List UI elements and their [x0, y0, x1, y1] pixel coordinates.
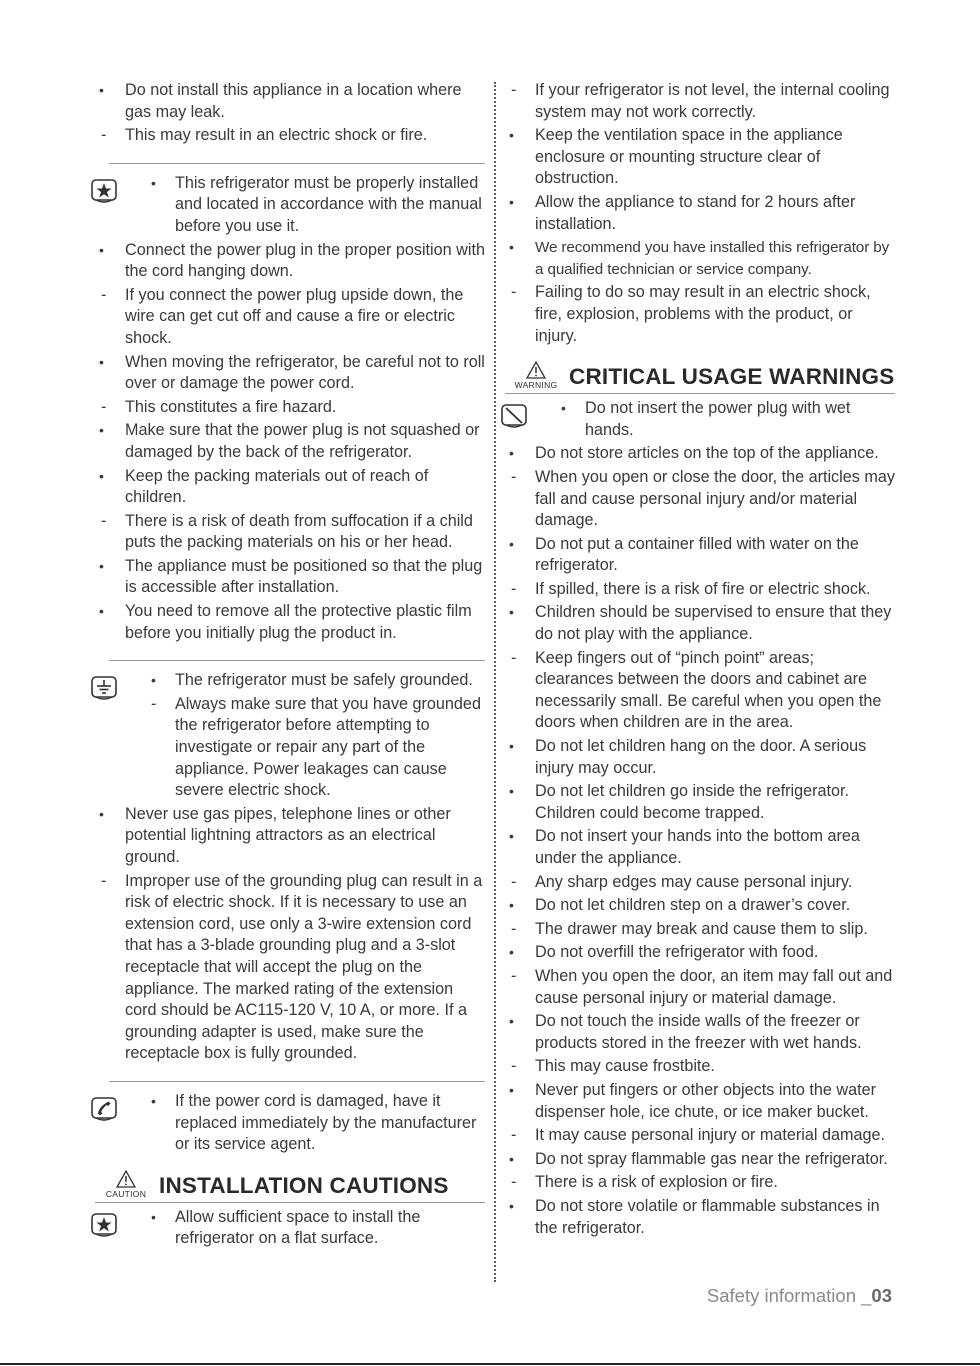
list-item	[505, 282, 895, 347]
dash-mark: -	[101, 285, 107, 304]
bullet-mark: •	[509, 1081, 514, 1098]
list-item	[147, 694, 485, 802]
list-item	[505, 966, 895, 1009]
dash-mark: -	[511, 919, 517, 938]
list-item	[95, 466, 485, 509]
phone-icon	[91, 1097, 117, 1121]
item-text: Any sharp edges may cause personal injury.	[535, 872, 853, 891]
item-text: Do not let children hang on the door. A serious injury may occur.	[535, 737, 867, 777]
list-item	[505, 1011, 895, 1054]
dash-mark: -	[511, 648, 517, 667]
note-wet-hands	[505, 398, 895, 441]
item-text: Do not spray flammable gas near the refrigerator.	[535, 1149, 888, 1168]
list-item	[505, 942, 895, 964]
item-text: Connect the power plug in the proper position with the cord hanging down.	[125, 240, 485, 281]
list-item	[95, 804, 485, 869]
list-item	[95, 511, 485, 554]
list-item	[505, 602, 895, 645]
list-item	[505, 80, 895, 123]
dash-mark: -	[101, 511, 107, 530]
item-text: Make sure that the power plug is not squashed or damaged by the back of the refrigerator.	[125, 421, 480, 461]
list-item	[95, 240, 485, 283]
warning-triangle-icon	[526, 361, 546, 379]
list-item	[505, 648, 895, 734]
list-item	[505, 192, 895, 235]
bullet-mark: •	[99, 353, 104, 370]
star-note-icon	[91, 1213, 117, 1237]
note-text: Do not insert the power plug with wet hands.	[585, 399, 851, 439]
item-text: Always make sure that you have grounded the refrigerator before attempting to investigate or repair any part of the appliance. Power leakages can cause severe electric shock.	[175, 694, 481, 800]
note-properly-installed	[95, 173, 485, 238]
note-grounded	[95, 670, 485, 802]
list-item	[505, 895, 895, 917]
list-item	[95, 397, 485, 419]
note-text: This refrigerator must be properly installed and located in accordance with the manual before you use it.	[175, 173, 482, 235]
item-text: Do not store volatile or flammable substances in the refrigerator.	[535, 1196, 880, 1237]
list-item	[147, 173, 485, 238]
bullet-mark: •	[99, 422, 104, 439]
critical-usage-warnings-heading	[505, 361, 895, 394]
dash-mark: -	[511, 966, 517, 985]
bullet-mark: •	[509, 1013, 514, 1030]
list-item	[147, 670, 485, 692]
item-text: You need to remove all the protective plastic film before you initially plug the product in.	[125, 602, 472, 642]
item-text: If spilled, there is a risk of fire or electric shock.	[535, 579, 871, 598]
right-column	[505, 80, 895, 1241]
right-list-2	[505, 443, 895, 1239]
bullet-mark: •	[509, 239, 514, 256]
divider	[109, 163, 485, 164]
caution-badge	[95, 1170, 157, 1199]
note-text: Allow sufficient space to install the refrigerator on a flat surface.	[175, 1207, 421, 1248]
item-text: When you open the door, an item may fall out and cause personal injury or material damage.	[535, 966, 893, 1007]
item-text: The appliance must be positioned so that the plug is accessible after installation.	[125, 556, 483, 597]
list-item	[557, 398, 895, 441]
note-grounded-list	[147, 670, 485, 802]
item-text: Allow the appliance to stand for 2 hours after installation.	[535, 192, 856, 233]
item-text: The drawer may break and cause them to slip.	[535, 919, 868, 938]
dash-mark: -	[101, 871, 107, 890]
dash-mark: -	[511, 81, 517, 99]
list-item	[505, 1149, 895, 1171]
list-item	[95, 601, 485, 644]
bullet-mark: •	[509, 1150, 514, 1167]
list-item	[505, 467, 895, 532]
list-item	[95, 285, 485, 350]
dash-mark: -	[511, 467, 517, 486]
item-text: There is a risk of death from suffocation if a child puts the packing materials on his or her head.	[125, 511, 473, 552]
list-item	[505, 781, 895, 824]
list-item	[505, 1056, 895, 1078]
bullet-mark: •	[151, 672, 156, 689]
prohibited-icon	[501, 404, 527, 428]
bullet-mark: •	[151, 174, 156, 191]
bullet-mark: •	[509, 1197, 514, 1214]
item-text: Do not insert your hands into the bottom area under the appliance.	[535, 827, 860, 867]
bullet-mark: •	[509, 535, 514, 552]
item-text: Failing to do so may result in an electric shock, fire, explosion, problems with the product, or injury.	[535, 283, 871, 345]
item-text: This constitutes a fire hazard.	[125, 397, 337, 416]
left-list-2	[95, 804, 485, 1065]
left-list-1	[95, 240, 485, 645]
bullet-mark: •	[509, 783, 514, 800]
bullet-mark: •	[99, 805, 104, 822]
item-text: It may cause personal injury or material damage.	[535, 1126, 885, 1145]
item-text: This may result in an electric shock or fire.	[125, 126, 428, 145]
bullet-mark: •	[561, 400, 566, 417]
note-sufficient-space	[95, 1207, 485, 1250]
list-item	[505, 237, 895, 280]
dash-mark: -	[101, 126, 107, 145]
dash-mark: -	[151, 694, 157, 713]
caution-triangle-icon	[116, 1170, 136, 1188]
section-title: INSTALLATION CAUTIONS	[159, 1172, 449, 1198]
item-text: If you connect the power plug upside down, the wire can get cut off and cause a fire or electric shock.	[125, 285, 464, 347]
divider	[109, 660, 485, 661]
list-item	[505, 579, 895, 601]
item-text: Keep the ventilation space in the appliance enclosure or mounting structure clear of obstruction.	[535, 126, 843, 188]
page-number: 03	[871, 1285, 892, 1306]
list-item	[95, 556, 485, 599]
section-title: CRITICAL USAGE WARNINGS	[569, 364, 895, 390]
item-text: Do not store articles on the top of the appliance.	[535, 444, 879, 463]
list-item	[147, 1091, 485, 1156]
ground-icon	[91, 676, 117, 700]
bullet-mark: •	[509, 897, 514, 914]
dash-mark: -	[511, 1057, 517, 1076]
warning-badge	[505, 361, 567, 390]
installation-cautions-heading	[95, 1170, 485, 1203]
list-item	[95, 420, 485, 463]
item-text: Improper use of the grounding plug can result in a risk of electric shock. If it is necessary to use an extension cord, use only a 3-wire extension cord that has a 3-blade grounding plug and a 3-slot receptacle that will accept the plug on the appliance. The marked rating of the extension cord should be AC115-120 V, 10 A, or more. If a grounding adapter is used, make sure the receptacle box is fully grounded.	[125, 871, 483, 1063]
note-text: If the power cord is damaged, have it replaced immediately by the manufacturer or its service agent.	[175, 1091, 477, 1154]
list-item	[505, 1080, 895, 1123]
item-text: Do not overfill the refrigerator with food.	[535, 943, 819, 962]
note-power-cord	[95, 1091, 485, 1156]
list-item	[505, 1196, 895, 1239]
bullet-mark: •	[509, 604, 514, 621]
warning-label: WARNING	[514, 380, 558, 391]
page-footer	[707, 1285, 892, 1307]
bullet-mark: •	[99, 241, 104, 258]
list-item	[505, 919, 895, 941]
list-item	[505, 1125, 895, 1147]
list-item	[95, 871, 485, 1065]
item-text: When you open or close the door, the articles may fall and cause personal injury and/or material damage.	[535, 467, 895, 530]
caution-label: CAUTION	[105, 1188, 147, 1199]
item-text: Never put fingers or other objects into the water dispenser hole, ice chute, or ice maker bucket.	[535, 1080, 877, 1121]
dash-mark: -	[511, 1173, 517, 1192]
bottom-rule	[0, 1363, 980, 1365]
list-item	[147, 1207, 485, 1250]
dash-mark: -	[511, 283, 517, 302]
list-item	[505, 1172, 895, 1194]
item-text: The refrigerator must be safely grounded.	[175, 671, 473, 690]
list-item	[95, 80, 485, 123]
footer-label: Safety information _	[706, 1285, 872, 1306]
bullet-mark: •	[151, 1208, 156, 1225]
dash-mark: -	[511, 1126, 517, 1145]
left-top-list	[95, 80, 485, 147]
list-item	[505, 443, 895, 465]
bullet-mark: •	[99, 557, 104, 574]
item-text: There is a risk of explosion or fire.	[535, 1173, 778, 1192]
list-item	[95, 125, 485, 147]
bullet-mark: •	[99, 82, 104, 98]
left-column	[95, 80, 485, 1252]
bullet-mark: •	[99, 467, 104, 484]
star-note-icon	[91, 179, 117, 203]
bullet-mark: •	[509, 445, 514, 462]
bullet-mark: •	[509, 127, 514, 144]
dash-mark: -	[511, 872, 517, 891]
right-list-1	[505, 80, 895, 347]
bullet-mark: •	[509, 828, 514, 845]
item-text: Do not let children step on a drawer’s cover.	[535, 896, 851, 915]
list-item	[505, 872, 895, 894]
dash-mark: -	[511, 579, 517, 598]
item-text: Do not let children go inside the refrigerator. Children could become trapped.	[535, 782, 850, 822]
bullet-mark: •	[99, 603, 104, 620]
list-item	[505, 534, 895, 577]
divider	[109, 1081, 485, 1082]
item-text: Do not install this appliance in a location where gas may leak.	[125, 81, 462, 121]
list-item	[505, 826, 895, 869]
list-item	[95, 352, 485, 395]
item-text: This may cause frostbite.	[535, 1057, 715, 1076]
dash-mark: -	[101, 397, 107, 416]
column-divider	[494, 82, 496, 1282]
item-text: Never use gas pipes, telephone lines or other potential lightning attractors as an electrical ground.	[125, 804, 451, 866]
list-item	[505, 125, 895, 190]
item-text: We recommend you have installed this refrigerator by a qualified technician or service company.	[535, 239, 890, 278]
item-text: Keep the packing materials out of reach of children.	[125, 466, 429, 507]
item-text: Children should be supervised to ensure that they do not play with the appliance.	[535, 603, 892, 644]
bullet-mark: •	[509, 738, 514, 755]
item-text: Do not touch the inside walls of the freezer or products stored in the freezer with wet hands.	[535, 1012, 862, 1052]
item-text: If your refrigerator is not level, the internal cooling system may not work correctly.	[535, 81, 890, 121]
bullet-mark: •	[151, 1092, 156, 1109]
bullet-mark: •	[509, 193, 514, 210]
item-text: When moving the refrigerator, be careful not to roll over or damage the power cord.	[125, 352, 485, 393]
item-text: Keep fingers out of “pinch point” areas; clearances between the doors and cabinet are necessarily small. Be careful when you open the doors when children are in the area.	[535, 648, 882, 732]
list-item	[505, 736, 895, 779]
item-text: Do not put a container filled with water on the refrigerator.	[535, 534, 859, 575]
bullet-mark: •	[509, 944, 514, 961]
